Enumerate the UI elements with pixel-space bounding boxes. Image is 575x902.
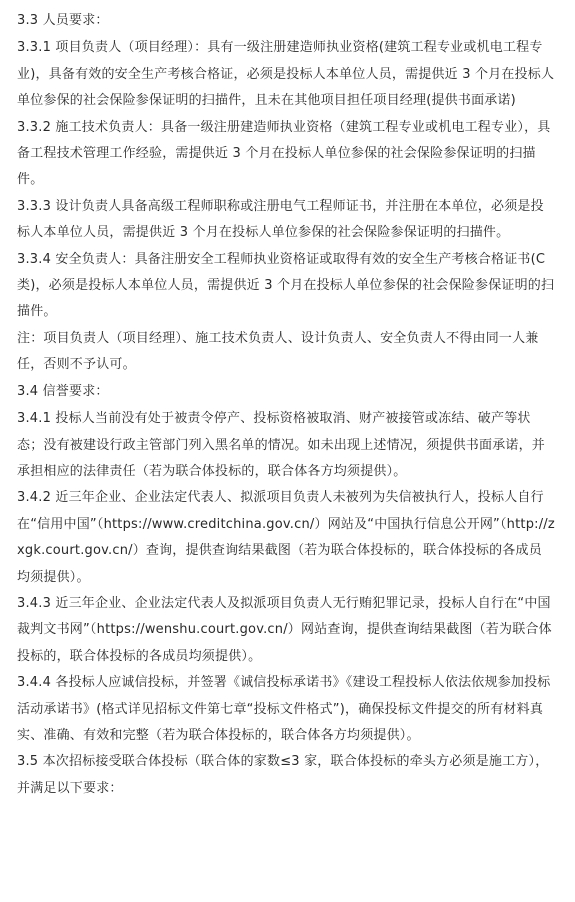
clause-3-4-4: 3.4.4 各投标人应诚信投标，并签署《诚信投标承诺书》《建设工程投标人依法依规参加投标活动承诺书》(格式详见招标文件第七章“投标文件格式”)，确保投标文件提交的所有材料真实、准确、有效和完整（若为联合体投标的，联合体各方均须提供）。 — [17, 675, 551, 743]
clause-3-3-2: 3.3.2 施工技术负责人：具备一级注册建造师执业资格（建筑工程专业或机电工程专业），具备工程技术管理工作经验，需提供近 3 个月在投标人单位参保的社会保险参保证明的扫描件。 — [17, 119, 551, 188]
section-heading-3-3: 3.3 人员要求： — [17, 13, 109, 28]
clause-3-3-1: 3.3.1 项目负责人（项目经理）：具有一级注册建造师执业资格(建筑工程专业或机电工程专业)，具备有效的安全生产考核合格证，必须是投标人本单位人员，需提供近 3 个月在投标人单位参保的社会保险参保证明的扫描件，且未在其他项目担任项目经理(提供书面承诺) — [17, 40, 555, 109]
clause-3-3-3: 3.3.3 设计负责人具备高级工程师职称或注册电气工程师证书，并注册在本单位，必须是投标人本单位人员，需提供近 3 个月在投标人单位参保的社会保险参保证明的扫描件。 — [17, 198, 544, 241]
clause-3-4-2: 3.4.2 近三年企业、企业法定代表人、拟派项目负责人未被列为失信被执行人，投标人自行在“信用中国”（https://www.creditchina.gov.cn/）网站及“中国执行信息公开网”（http://zxgk.court.gov.cn/）查询，提供查询结果截图（若为联合体投标的，联合体投标的各成员均须提供）。 — [17, 490, 555, 585]
clause-3-5: 3.5 本次招标接受联合体投标（联合体的家数≤3 家，联合体投标的牵头方必须是施工方），并满足以下要求： — [17, 754, 549, 796]
section-heading-3-4: 3.4 信誉要求： — [17, 383, 109, 399]
clause-3-4-3: 3.4.3 近三年企业、企业法定代表人及拟派项目负责人无行贿犯罪记录，投标人自行在“中国裁判文书网”（https://wenshu.court.gov.cn/）网站查询，提供查询结果截图（若为联合体投标的，联合体投标的各成员均须提供）。 — [17, 595, 552, 664]
clause-3-3-4: 3.3.4 安全负责人：具备注册安全工程师执业资格证或取得有效的安全生产考核合格证书(C类)，必须是投标人本单位人员，需提供近 3 个月在投标人单位参保的社会保险参保证明的扫描件。 — [17, 251, 555, 320]
clause-3-4-1: 3.4.1 投标人当前没有处于被责令停产、投标资格被取消、财产被接管或冻结、破产等状态；没有被建设行政主管部门列入黑名单的情况。如未出现上述情况，须提供书面承诺，并承担相应的法律责任（若为联合体投标的，联合体各方均须提供）。 — [17, 411, 546, 479]
note-paragraph: 注：项目负责人（项目经理）、施工技术负责人、设计负责人、安全负责人不得由同一人兼任，否则不予认可。 — [17, 330, 539, 373]
